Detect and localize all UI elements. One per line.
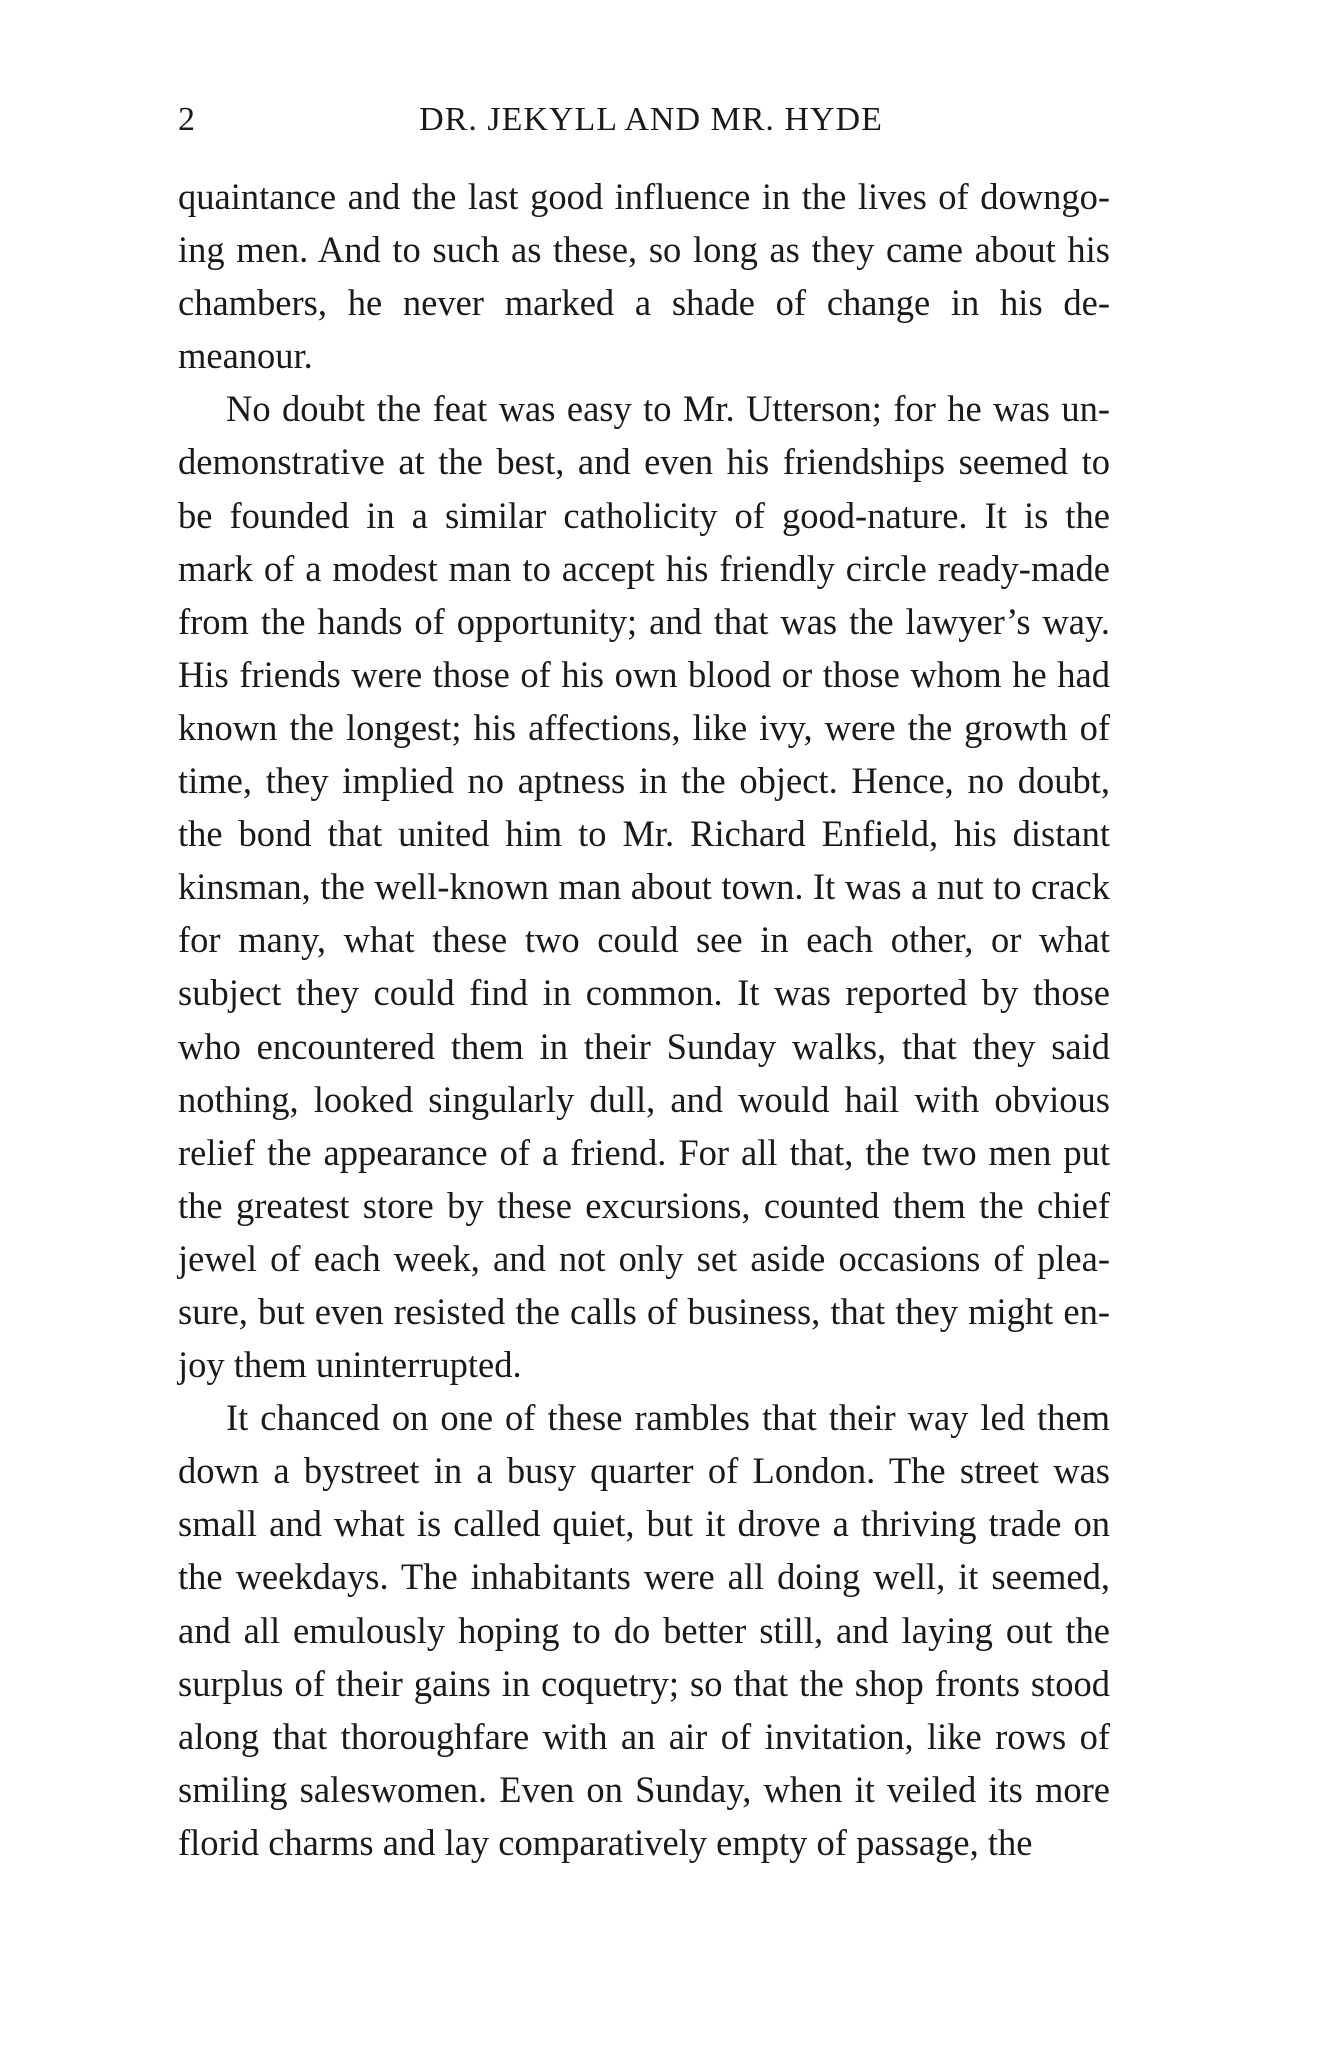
paragraph: No doubt the feat was easy to Mr. Utterson; for he was undemonstrative at the best, and even his friendships seemed to be founded in a similar catholicity of good-nature. It is the mark of a modest man to accept his friendly circle ready-made from the hands of opportunity; and that was the lawyer’s way. His friends were those of his own blood or those whom he had known the longest; his affections, like ivy, were the growth of time, they implied no aptness in the object. Hence, no doubt, the bond that united him to Mr. Richard Enfield, his distant kinsman, the well-known man about town. It was a nut to crack for many, what these two could see in each other, or what subject they could find in common. It was reported by those who encountered them in their Sunday walks, that they said nothing, looked singularly dull, and would hail with obvious relief the appearance of a friend. For all that, the two men put the greatest store by these excursions, counted them the chief jewel of each week, and not only set aside occasions of pleasure, but even resisted the calls of business, that they might enjoy them uninterrupted. (178, 388, 1110, 1386)
paragraph-continued: quaintance and the last good influence in the lives of downgoing men. And to such as these, so long as they came about his chambers, he never marked a shade of change in his demeanour. (178, 176, 1110, 377)
running-title: DR. JEKYLL AND MR. HYDE (419, 101, 883, 138)
paragraph: It chanced on one of these rambles that their way led them down a bystreet in a busy quarter of London. The street was small and what is called quiet, but it drove a thriving trade on the weekdays. The inhabitants were all doing well, it seemed, and all emulously hoping to do better still, and laying out the surplus of their gains in coquetry; so that the shop fronts stood along that thoroughfare with an air of invitation, like rows of smiling saleswomen. Even on Sunday, when it veiled its more florid charms and lay comparatively empty of passage, the (178, 1397, 1110, 1863)
body-text (178, 170, 1110, 1869)
book-page (178, 96, 1110, 1869)
page-number: 2 (178, 101, 196, 138)
running-head (178, 96, 1110, 144)
